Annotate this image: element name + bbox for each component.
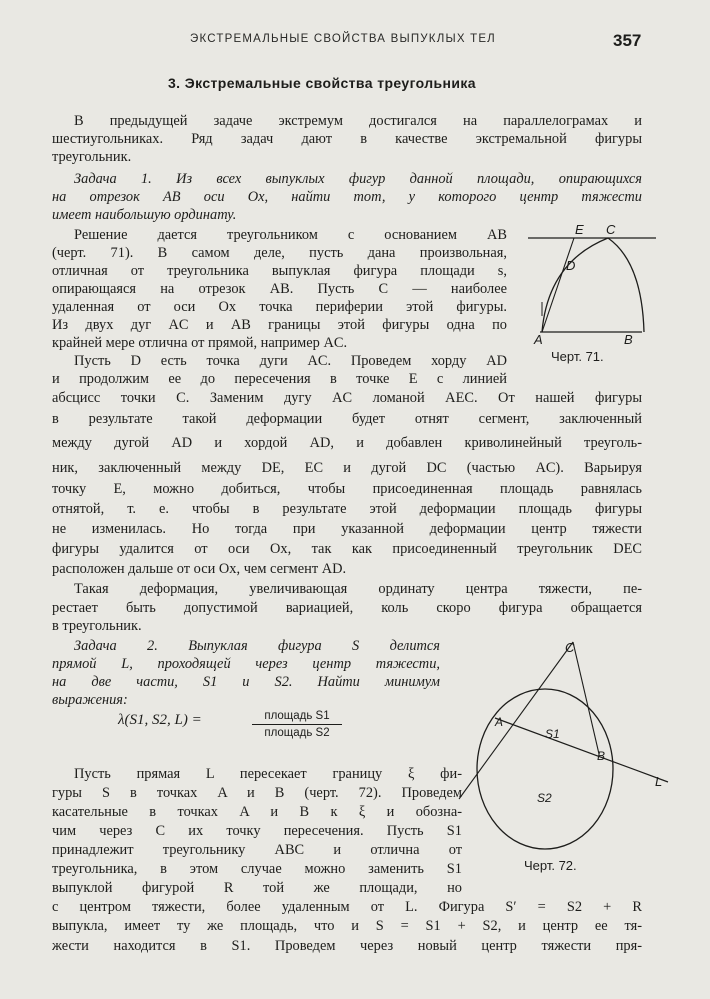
text-line: Такая деформация, увеличивающая ординату центра тяжести, пе- (74, 581, 642, 597)
text-line: Пусть D есть точка дуги AC. Проведем хорду AD (74, 353, 507, 369)
text-line: с центром тяжести, более удаленным от L. Фигура S′ = S2 + R (52, 899, 642, 915)
label-b: B (597, 749, 606, 763)
label-a: A (534, 332, 543, 347)
text-line: ник, заключенный между DE, EC и дугой DC (частью AC). Варьируя (52, 460, 642, 476)
problem-1-statement: на отрезок AB оси Ox, найти тот, у которого центр тяжести (52, 189, 642, 205)
text-line: треугольника, в этом случае можно заменить S1 (52, 861, 462, 877)
text-line: удаленная от оси Ox точка периферии этой фигуры. (52, 299, 507, 315)
text-line: отличная от треугольника выпуклая фигура площади s, (52, 263, 507, 279)
label-b: B (624, 332, 633, 347)
text-line: абсцисс точки C. Заменим дугу AC ломаной AEC. От нашей фигуры (52, 390, 642, 406)
running-header: ЭКСТРЕМАЛЬНЫЕ СВОЙСТВА ВЫПУКЛЫХ ТЕЛ (190, 33, 496, 45)
text-line: жести находится в S1. Проведем через новый центр тяжести пря- (52, 938, 642, 954)
text-line: и продолжим ее до пересечения в точке E с линией (52, 371, 507, 387)
text-line: в результате такой деформации будет отнят сегмент, заключенный (52, 411, 642, 427)
problem-2-statement: прямой L, проходящей через центр тяжести, (52, 656, 440, 672)
problem-1-statement: Задача 1. Из всех выпуклых фигур данной площади, опирающихся (74, 171, 642, 187)
problem-2-statement: Задача 2. Выпуклая фигура S делится (74, 638, 440, 654)
formula-lhs: λ(S1, S2, L) = (118, 712, 202, 728)
convex-figure (477, 689, 613, 849)
text-line: (черт. 71). В самом деле, пусть дана произвольная, (52, 245, 507, 261)
text-line: между дугой AD и хордой AD, и добавлен криволинейный треуголь- (52, 435, 642, 451)
problem-2-statement: выражения: (52, 692, 128, 708)
section-title: 3. Экстремальные свойства треугольника (168, 75, 476, 91)
text-line: Из двух дуг AC и AB границы этой фигуры одна по (52, 317, 507, 333)
line-l (495, 718, 668, 782)
figure-71-caption: Черт. 71. (551, 349, 604, 364)
text-line: расположен дальше от оси Ox, чем сегмент AD. (52, 561, 347, 577)
label-l: L (655, 774, 663, 789)
page-number: 357 (613, 31, 642, 50)
label-s2: S2 (537, 791, 552, 805)
tangent-at-a (459, 642, 573, 799)
text-line: не изменилась. Но тогда при указанной деформации центр тяжести (52, 521, 642, 537)
formula-denominator: площадь S2 (264, 727, 330, 739)
text-line: Решение дается треугольником с основанием AB (74, 227, 507, 243)
label-e: E (575, 222, 584, 237)
formula-numerator: площадь S1 (252, 710, 342, 725)
label-a: A (495, 715, 504, 729)
text-line: треугольник. (52, 149, 132, 165)
problem-2-statement: на две части, S1 и S2. Найти минимум (52, 674, 440, 690)
text-line: выпукла, имеет ту же площадь, что и S = S1 + S2, и центр ее тя- (52, 918, 642, 934)
text-line: крайней мере отлична от прямой, например AC. (52, 335, 348, 351)
figure-71-diagram (520, 222, 660, 347)
formula-fraction (252, 710, 342, 739)
text-line: касательные в точках A и B к ξ и обозна- (52, 804, 462, 820)
text-line: фигуры удалится от оси Ox, так как присоединенный треугольник DEC (52, 541, 642, 557)
label-d: D (566, 258, 576, 273)
text-line: чим через C их точку пересечения. Пусть S1 (52, 823, 462, 839)
problem-1-statement: имеет наибольшую ординату. (52, 207, 237, 223)
text-line: принадлежит треугольнику ABC и отлична от (52, 842, 462, 858)
text-line: в треугольник. (52, 618, 142, 634)
line-ae (542, 238, 574, 332)
text-line: В предыдущей задаче экстремум достигался на параллелограмах и (74, 113, 642, 129)
figure-72-caption: Черт. 72. (524, 858, 577, 873)
text-line: гуры S в точках A и B (черт. 72). Проведем (52, 785, 462, 801)
text-line: точку E, можно добиться, чтобы присоединенная площадь равнялась (52, 481, 642, 497)
convex-arc (542, 238, 644, 332)
text-line: шестиугольниках. Ряд задач дают в качестве экстремальной фигуры (52, 131, 642, 147)
text-line: опирающаяся на отрезок AB. Пусть C — наиболее (52, 281, 507, 297)
label-c: C (565, 640, 575, 655)
label-s1: S1 (545, 727, 560, 741)
text-line: рестает быть допустимой вариацией, коль скоро фигура обращается (52, 600, 642, 616)
text-line: Пусть прямая L пересекает границу ξ фи- (74, 766, 462, 782)
label-c: C (606, 222, 616, 237)
figure-72-diagram (455, 634, 670, 859)
text-line: выпуклой фигурой R той же площади, но (52, 880, 462, 896)
text-line: отнятой, т. е. чтобы в результате этой деформации площадь фигуры (52, 501, 642, 517)
